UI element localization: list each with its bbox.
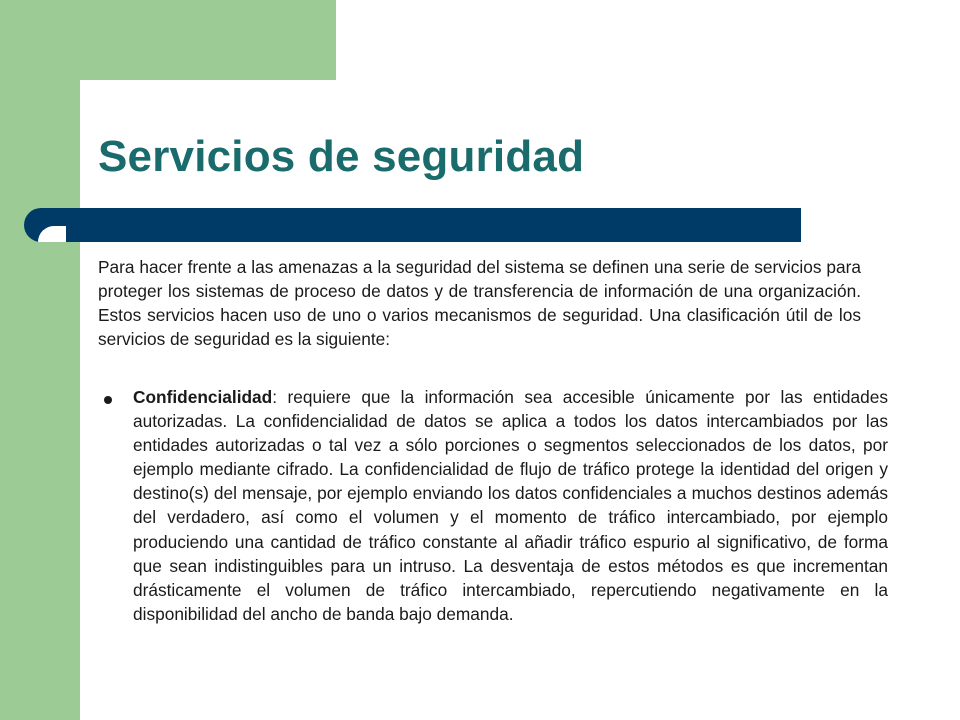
bullet-item-confidencialidad [133, 385, 888, 626]
slide-title: Servicios de seguridad [98, 132, 585, 181]
title-underline-bar [24, 208, 801, 242]
bullet-term: Confidencialidad [133, 387, 273, 407]
bullet-text: : requiere que la información sea accesible únicamente por las entidades autorizadas. La confidencialidad de datos se aplica a todos los datos intercambiados por las entidades autorizadas o tal vez a sólo porciones o segmentos seleccionados de los datos, por ejemplo mediante cifrado. La confidencialidad de flujo de tráfico protege la identidad del origen y destino(s) del mensaje, por ejemplo enviando los datos confidenciales a muchos destinos además del verdadero, así como el volumen y el momento de tráfico intercambiado, por ejemplo produciendo una cantidad de tráfico constante al añadir tráfico espurio al significativo, de forma que sean indistinguibles para un intruso. La desventaja de estos métodos es que incrementan drásticamente el volumen de tráfico intercambiado, repercutiendo negativamente en la disponibilidad del ancho de banda bajo demanda. [133, 387, 888, 624]
bullet-icon [104, 396, 112, 404]
intro-paragraph: Para hacer frente a las amenazas a la seguridad del sistema se definen una serie de servicios para proteger los sistemas de proceso de datos y de transferencia de información de una organización. Estos servicios hacen uso de uno o varios mecanismos de seguridad. Una clasificación útil de los servicios de seguridad es la siguiente: [98, 257, 861, 349]
decorative-green-panel [0, 0, 80, 720]
decorative-green-block [80, 0, 336, 80]
